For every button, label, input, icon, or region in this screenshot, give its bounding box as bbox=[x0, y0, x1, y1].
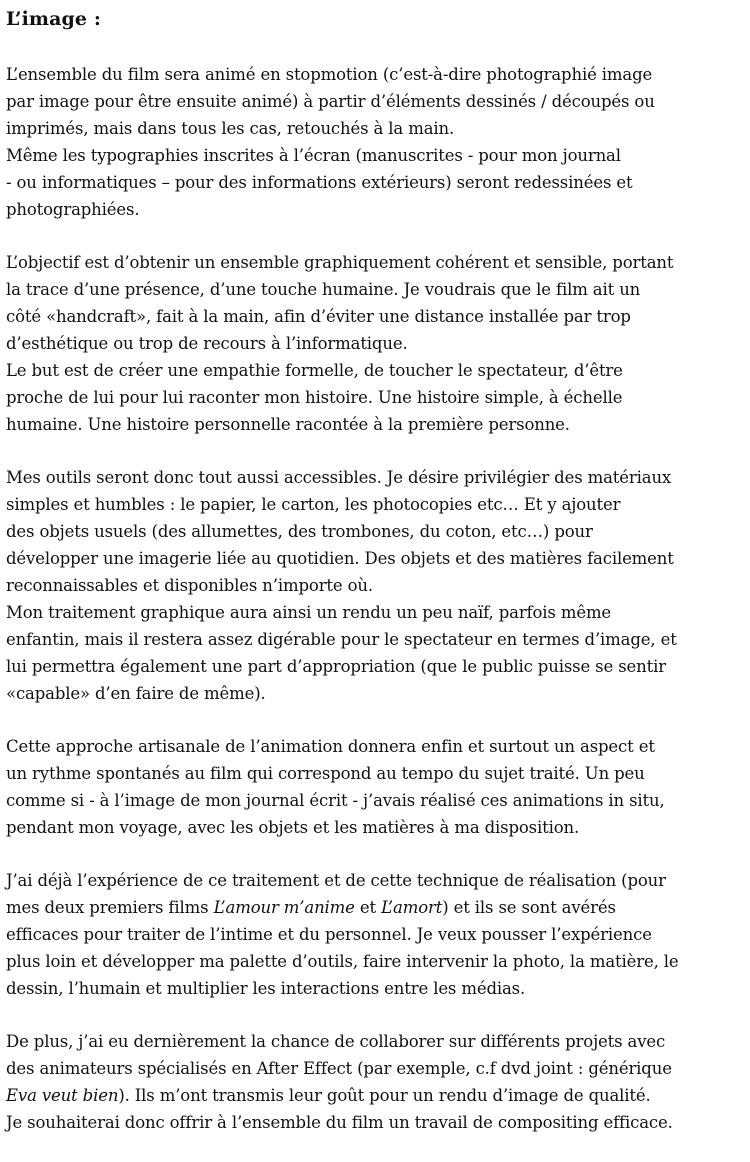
text-line bbox=[6, 196, 748, 223]
text-segment: d’esthétique ou trop de recours à l’informatique. bbox=[6, 334, 408, 353]
text-segment: Cette approche artisanale de l’animation donnera enfin et surtout un aspect et bbox=[6, 737, 655, 756]
text-segment: dessin, l’humain et multiplier les interactions entre les médias. bbox=[6, 979, 526, 998]
text-line bbox=[6, 169, 748, 196]
text-segment: et bbox=[354, 898, 382, 917]
text-line bbox=[6, 330, 748, 357]
text-segment: des objets usuels (des allumettes, des trombones, du coton, etc…) pour bbox=[6, 522, 593, 541]
text-segment: des animateurs spécialisés en After Effect (par exemple, c.f dvd joint : générique bbox=[6, 1059, 672, 1078]
text-segment: imprimés, mais dans tous les cas, retouchés à la main. bbox=[6, 119, 455, 138]
text-segment: De plus, j’ai eu dernièrement la chance de collaborer sur différents projets avec bbox=[6, 1032, 666, 1051]
text-line bbox=[6, 733, 748, 760]
text-line bbox=[6, 545, 748, 572]
text-line bbox=[6, 303, 748, 330]
text-segment: côté «handcraft», fait à la main, afin d’éviter une distance installée par trop bbox=[6, 307, 631, 326]
text-line bbox=[6, 1082, 748, 1109]
text-line bbox=[6, 867, 748, 894]
text-line bbox=[6, 948, 748, 975]
text-line bbox=[6, 599, 748, 626]
paragraph bbox=[6, 61, 748, 223]
text-line bbox=[6, 760, 748, 787]
text-line bbox=[6, 142, 748, 169]
italic-title: Eva veut bien bbox=[6, 1086, 119, 1105]
text-line bbox=[6, 411, 748, 438]
text-line bbox=[6, 115, 748, 142]
text-line bbox=[6, 626, 748, 653]
text-line bbox=[6, 276, 748, 303]
text-segment: reconnaissables et disponibles n’importe où. bbox=[6, 576, 373, 595]
text-segment: plus loin et développer ma palette d’outils, faire intervenir la photo, la matière, le bbox=[6, 952, 679, 971]
text-line bbox=[6, 357, 748, 384]
text-segment: Je souhaiterai donc offrir à l’ensemble du film un travail de compositing efficace. bbox=[6, 1113, 673, 1132]
text-line bbox=[6, 249, 748, 276]
paragraph bbox=[6, 733, 748, 841]
text-segment: pendant mon voyage, avec les objets et les matières à ma disposition. bbox=[6, 818, 580, 837]
text-line bbox=[6, 464, 748, 491]
paragraph bbox=[6, 867, 748, 1002]
text-segment: proche de lui pour lui raconter mon histoire. Une histoire simple, à échelle bbox=[6, 388, 623, 407]
text-line bbox=[6, 384, 748, 411]
text-segment: lui permettra également une part d’appropriation (que le public puisse se sentir bbox=[6, 657, 666, 676]
text-line bbox=[6, 814, 748, 841]
text-line bbox=[6, 1109, 748, 1136]
text-line bbox=[6, 680, 748, 707]
text-segment: ). Ils m’ont transmis leur goût pour un rendu d’image de qualité. bbox=[118, 1086, 651, 1105]
text-segment: L’objectif est d’obtenir un ensemble graphiquement cohérent et sensible, portant bbox=[6, 253, 674, 272]
text-line bbox=[6, 975, 748, 1002]
text-line bbox=[6, 894, 748, 921]
text-line bbox=[6, 572, 748, 599]
text-line bbox=[6, 1028, 748, 1055]
text-segment: la trace d’une présence, d’une touche humaine. Je voudrais que le film ait un bbox=[6, 280, 641, 299]
text-segment: L’ensemble du film sera animé en stopmotion (c’est-à-dire photographié image bbox=[6, 65, 653, 84]
text-line bbox=[6, 653, 748, 680]
text-segment: Le but est de créer une empathie formelle, de toucher le spectateur, d’être bbox=[6, 361, 623, 380]
text-segment: un rythme spontanés au film qui correspond au tempo du sujet traité. Un peu bbox=[6, 764, 645, 783]
text-segment: photographiées. bbox=[6, 200, 140, 219]
text-segment: efficaces pour traiter de l’intime et du personnel. Je veux pousser l’expérience bbox=[6, 925, 652, 944]
text-segment: Mon traitement graphique aura ainsi un rendu un peu naïf, parfois même bbox=[6, 603, 612, 622]
text-segment: Même les typographies inscrites à l’écran (manuscrites - pour mon journal bbox=[6, 146, 621, 165]
text-segment: J’ai déjà l’expérience de ce traitement et de cette technique de réalisation (pour bbox=[6, 871, 666, 890]
text-segment: ) et ils se sont avérés bbox=[442, 898, 616, 917]
text-line bbox=[6, 787, 748, 814]
text-line bbox=[6, 88, 748, 115]
body-text bbox=[6, 61, 748, 1136]
text-segment: - ou informatiques – pour des informations extérieurs) seront redessinées et bbox=[6, 173, 633, 192]
text-segment: humaine. Une histoire personnelle racontée à la première personne. bbox=[6, 415, 570, 434]
document-page bbox=[6, 6, 748, 1162]
paragraph bbox=[6, 1028, 748, 1136]
italic-title: L’amort bbox=[381, 898, 443, 917]
text-line bbox=[6, 921, 748, 948]
text-segment: mes deux premiers films bbox=[6, 898, 214, 917]
text-line bbox=[6, 61, 748, 88]
text-line bbox=[6, 518, 748, 545]
text-segment: «capable» d’en faire de même). bbox=[6, 684, 266, 703]
text-line bbox=[6, 491, 748, 518]
text-segment: simples et humbles : le papier, le carton, les photocopies etc… Et y ajouter bbox=[6, 495, 621, 514]
paragraph bbox=[6, 464, 748, 707]
text-segment: comme si - à l’image de mon journal écrit - j’avais réalisé ces animations in situ, bbox=[6, 791, 665, 810]
paragraph bbox=[6, 249, 748, 438]
text-segment: développer une imagerie liée au quotidien. Des objets et des matières facilement bbox=[6, 549, 674, 568]
text-segment: par image pour être ensuite animé) à partir d’éléments dessinés / découpés ou bbox=[6, 92, 655, 111]
text-segment: enfantin, mais il restera assez digérable pour le spectateur en termes d’image, et bbox=[6, 630, 677, 649]
text-segment: Mes outils seront donc tout aussi accessibles. Je désire privilégier des matériaux bbox=[6, 468, 672, 487]
italic-title: L’amour m’anime bbox=[213, 898, 355, 917]
section-title: L’image : bbox=[6, 8, 101, 30]
text-line bbox=[6, 1055, 748, 1082]
